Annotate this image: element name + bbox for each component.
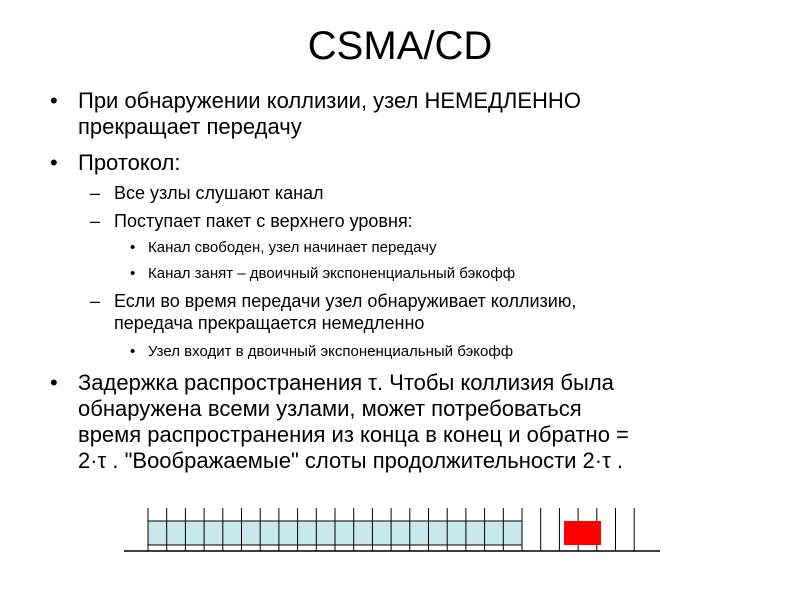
dash-marker: – (90, 291, 101, 311)
dash-marker: – (90, 211, 101, 231)
bullet-text-line: Задержка распространения τ. Чтобы коллизия была (78, 370, 614, 395)
sub-sub-bullet-text: Канал свободен, узел начинает передачу (148, 239, 437, 256)
bullet-text-line: время распространения из конца в конец и обратно = (78, 422, 629, 447)
bullet-marker: • (130, 343, 136, 360)
sub-sub-bullet-text: Узел входит в двоичный экспоненциальный бэкофф (148, 343, 514, 360)
bullet-marker: • (50, 370, 58, 395)
sub-bullet-text: Все узлы слушают канал (114, 183, 324, 203)
bullet-text-line: Протокол: (78, 150, 181, 175)
bullet-marker: • (130, 265, 136, 282)
sub-bullet-text: Если во время передачи узел обнаруживает коллизию, (114, 291, 577, 311)
bullet-text-line: 2·τ . "Воображаемые" слоты продолжительности 2·τ . (78, 448, 624, 473)
bullet-marker: • (50, 88, 58, 113)
bullet-text-line: обнаружена всеми узлами, может потребоваться (78, 396, 582, 421)
bullet-marker: • (130, 239, 136, 256)
bullet-text-line: прекращает передачу (78, 114, 302, 139)
sub-bullet-text: Поступает пакет с верхнего уровня: (114, 211, 413, 231)
slide-title: CSMA/CD (307, 24, 493, 68)
bullet-text-line: При обнаружении коллизии, узел НЕМЕДЛЕННО (78, 88, 581, 113)
bullet-marker: • (50, 150, 58, 175)
collision-slot (564, 521, 601, 545)
dash-marker: – (90, 183, 101, 203)
sub-bullet-text: передача прекращается немедленно (114, 313, 425, 333)
sub-sub-bullet-text: Канал занят – двоичный экспоненциальный бэкофф (148, 265, 516, 282)
